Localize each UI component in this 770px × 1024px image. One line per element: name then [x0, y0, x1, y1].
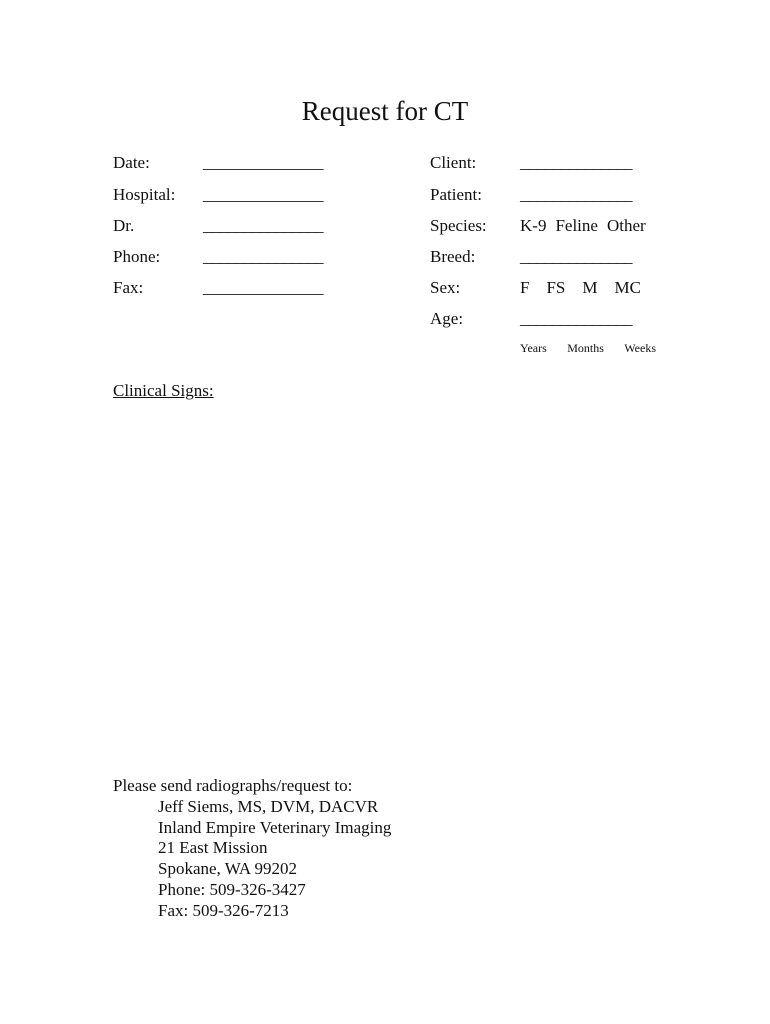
address-line-fax: Fax: 509-326-7213 [158, 900, 289, 920]
age-field[interactable]: ______________ [520, 309, 632, 328]
patient-field[interactable]: ______________ [520, 185, 632, 204]
breed-label: Breed: [430, 247, 476, 266]
clinical-signs-heading: Clinical Signs: [113, 381, 214, 400]
hospital-field[interactable]: _______________ [203, 185, 323, 204]
species-label: Species: [430, 216, 487, 235]
address-line-phone: Phone: 509-326-3427 [158, 879, 306, 899]
doctor-label: Dr. [113, 216, 135, 235]
client-field[interactable]: ______________ [520, 153, 632, 172]
doctor-field[interactable]: _______________ [203, 216, 323, 235]
age-unit-weeks[interactable]: Weeks [624, 341, 656, 355]
date-label: Date: [113, 153, 150, 172]
age-label: Age: [430, 309, 464, 328]
species-option-k9[interactable]: K-9 [520, 216, 547, 235]
sex-label: Sex: [430, 278, 461, 297]
address-line-organization: Inland Empire Veterinary Imaging [158, 817, 392, 837]
address-line-street: 21 East Mission [158, 838, 268, 858]
address-line-city: Spokane, WA 99202 [158, 859, 297, 879]
date-field[interactable]: _______________ [203, 153, 323, 172]
client-label: Client: [430, 153, 477, 172]
patient-label: Patient: [430, 185, 482, 204]
species-option-feline[interactable]: Feline [555, 216, 598, 235]
send-to-address-block [113, 776, 391, 922]
sex-option-f[interactable]: F [520, 278, 530, 297]
address-line-name: Jeff Siems, MS, DVM, DACVR [158, 796, 379, 816]
breed-field[interactable]: ______________ [520, 247, 632, 266]
hospital-label: Hospital: [113, 185, 176, 204]
species-options [520, 215, 646, 237]
fax-label: Fax: [113, 278, 144, 297]
phone-field[interactable]: _______________ [203, 247, 323, 266]
sex-option-mc[interactable]: MC [614, 278, 641, 297]
sex-option-fs[interactable]: FS [546, 278, 566, 297]
phone-label: Phone: [113, 247, 161, 266]
fax-field[interactable]: _______________ [203, 278, 323, 297]
species-option-other[interactable]: Other [606, 216, 646, 235]
sex-option-m[interactable]: M [582, 278, 598, 297]
page-title: Request for CT [301, 96, 469, 126]
send-to-intro: Please send radiographs/request to: [113, 776, 353, 795]
sex-options [520, 277, 641, 299]
age-units [520, 340, 656, 356]
age-unit-months[interactable]: Months [567, 341, 604, 355]
age-unit-years[interactable]: Years [520, 341, 547, 355]
